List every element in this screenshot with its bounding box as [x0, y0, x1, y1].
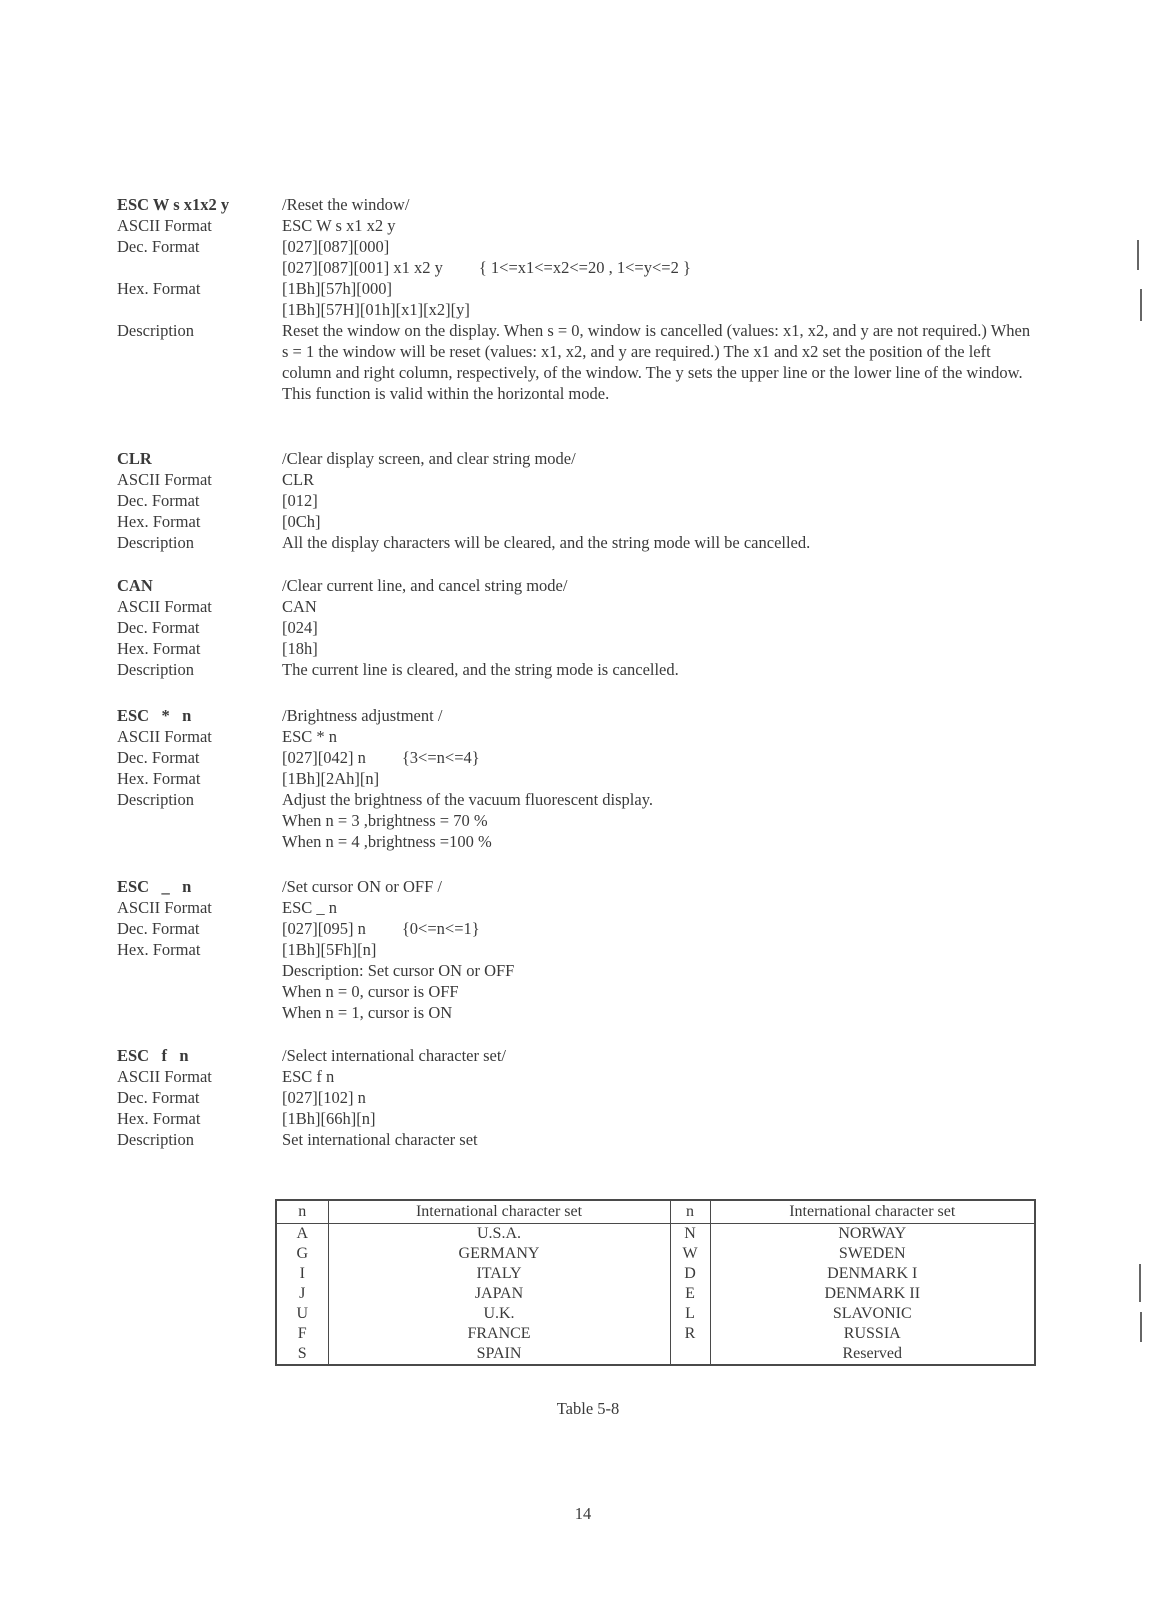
dec-format-value: [027][102] n [282, 1088, 366, 1107]
dec-format-label: Dec. Format [117, 919, 200, 938]
character-set-table [275, 1199, 1036, 1366]
hex-format-value: [1Bh][57H][01h][x1][x2][y] [282, 300, 470, 319]
hex-format-value: [1Bh][66h][n] [282, 1109, 376, 1128]
table-row [276, 1284, 1035, 1304]
ascii-format-label: ASCII Format [117, 727, 212, 746]
table-header: International character set [710, 1200, 1035, 1224]
description-text: Description: Set cursor ON or OFF [282, 961, 515, 980]
description-text: The current line is cleared, and the string mode is cancelled. [282, 660, 679, 679]
command-title: /Clear current line, and cancel string mode/ [282, 576, 568, 595]
dec-format-value: [027][095] n [282, 919, 366, 938]
command-title: /Select international character set/ [282, 1046, 507, 1065]
table-cell-charset: DENMARK I [710, 1264, 1035, 1284]
hex-format-value: [1Bh][5Fh][n] [282, 940, 377, 959]
scan-mark [1139, 1264, 1141, 1302]
description-text: Reset the window on the display. When s = 0, window is cancelled (values: x1, x2, and y are not required.) When s = 1 the window will be reset (values: x1, x2, and y are required.) The x1 and x2 set the position of the left column and right column, respectively, of the window. The y sets the upper line or the lower line of the window. This function is valid within the horizontal mode. [282, 321, 1031, 403]
command-section-clr [117, 448, 1037, 553]
scan-mark [1140, 289, 1142, 321]
table-cell-code: R [670, 1324, 710, 1344]
ascii-format-label: ASCII Format [117, 898, 212, 917]
command-title: /Clear display screen, and clear string mode/ [282, 449, 576, 468]
ascii-format-label: ASCII Format [117, 470, 212, 489]
page-number: 14 [574, 1504, 592, 1523]
table-cell-code: F [297, 1325, 307, 1342]
ascii-format-label: ASCII Format [117, 597, 212, 616]
hex-format-label: Hex. Format [117, 279, 201, 298]
table-header: International character set [328, 1200, 670, 1224]
ascii-format-value: ESC W s x1 x2 y [282, 216, 396, 235]
description-text: When n = 1, cursor is ON [282, 1003, 453, 1022]
table-cell-code: A [296, 1225, 309, 1242]
description-label: Description [117, 660, 194, 679]
table-cell-code: N [670, 1224, 710, 1245]
dec-format-label: Dec. Format [117, 618, 200, 637]
table-row [276, 1224, 1035, 1245]
command-title: /Brightness adjustment / [282, 706, 443, 725]
command-section-charset [117, 1045, 1037, 1150]
ascii-format-value: ESC f n [282, 1067, 335, 1086]
dec-format-value: [012] [282, 491, 318, 510]
table-caption: Table 5-8 [556, 1399, 620, 1418]
table-cell-code: L [670, 1304, 710, 1324]
hex-format-value: [0Ch] [282, 512, 321, 531]
table-cell-code: S [297, 1345, 307, 1362]
dec-format-label: Dec. Format [117, 748, 200, 767]
command-name: CAN [117, 576, 153, 595]
ascii-format-value: CLR [282, 470, 315, 489]
ascii-format-value: ESC * n [282, 727, 338, 746]
description-label: Description [117, 1130, 194, 1149]
ascii-format-label: ASCII Format [117, 216, 212, 235]
command-section-can [117, 575, 1037, 680]
table-row [276, 1324, 1035, 1344]
table-header: n [670, 1200, 710, 1224]
range-note: {0<=n<=1} [401, 919, 480, 938]
table-row [276, 1304, 1035, 1324]
ascii-format-label: ASCII Format [117, 1067, 212, 1086]
description-label: Description [117, 321, 194, 340]
table-cell-code [670, 1344, 710, 1365]
table-row [276, 1264, 1035, 1284]
scan-mark [1140, 1312, 1142, 1342]
dec-format-label: Dec. Format [117, 1088, 200, 1107]
table-cell-charset: FRANCE [328, 1324, 670, 1344]
table-cell-code: J [299, 1285, 306, 1302]
command-title: /Reset the window/ [282, 195, 410, 214]
range-note: { 1<=x1<=x2<=20 , 1<=y<=2 } [478, 258, 691, 277]
table-cell-charset: RUSSIA [710, 1324, 1035, 1344]
hex-format-value: [18h] [282, 639, 318, 658]
table-cell-charset: GERMANY [328, 1244, 670, 1264]
dec-format-label: Dec. Format [117, 491, 200, 510]
command-name: ESC W s x1x2 y [117, 195, 230, 214]
table-cell-charset: Reserved [710, 1344, 1035, 1365]
table-cell-charset: JAPAN [328, 1284, 670, 1304]
description-text: Adjust the brightness of the vacuum fluorescent display. [282, 790, 654, 809]
dec-format-value: [027][087][001] x1 x2 y [282, 258, 443, 277]
hex-format-label: Hex. Format [117, 940, 201, 959]
description-text: When n = 4 ,brightness =100 % [282, 832, 492, 851]
table-row [276, 1244, 1035, 1264]
table-cell-code: W [670, 1244, 710, 1264]
hex-format-value: [1Bh][57h][000] [282, 279, 392, 298]
dec-format-value: [027][042] n [282, 748, 366, 767]
dec-format-value: [024] [282, 618, 318, 637]
range-note: {3<=n<=4} [401, 748, 480, 767]
table-cell-charset: SLAVONIC [710, 1304, 1035, 1324]
dec-format-value: [027][087][000] [282, 237, 390, 256]
table-cell-code: G [296, 1245, 309, 1262]
table-cell-code: I [299, 1265, 305, 1282]
command-name: ESC * n [117, 706, 192, 725]
table-cell-charset: DENMARK II [710, 1284, 1035, 1304]
table-header: n [276, 1200, 328, 1224]
command-section-brightness [117, 705, 1037, 852]
command-name: ESC _ n [117, 877, 192, 896]
table-cell-code: D [670, 1264, 710, 1284]
table-cell-charset: SPAIN [328, 1344, 670, 1365]
ascii-format-value: CAN [282, 597, 317, 616]
scan-mark [1137, 240, 1139, 270]
table-header-row [276, 1200, 1035, 1224]
description-label: Description [117, 790, 194, 809]
hex-format-label: Hex. Format [117, 769, 201, 788]
table-cell-charset: SWEDEN [710, 1244, 1035, 1264]
table-cell-charset: ITALY [328, 1264, 670, 1284]
description-text: When n = 3 ,brightness = 70 % [282, 811, 488, 830]
hex-format-value: [1Bh][2Ah][n] [282, 769, 380, 788]
command-title: /Set cursor ON or OFF / [282, 877, 442, 896]
description-text: All the display characters will be cleared, and the string mode will be cancelled. [282, 533, 811, 552]
description-text: Set international character set [282, 1130, 478, 1149]
table-cell-charset: U.S.A. [328, 1224, 670, 1245]
table-cell-code: E [670, 1284, 710, 1304]
command-name: ESC f n [117, 1046, 189, 1065]
description-text: When n = 0, cursor is OFF [282, 982, 459, 1001]
dec-format-label: Dec. Format [117, 237, 200, 256]
table-cell-charset: U.K. [328, 1304, 670, 1324]
hex-format-label: Hex. Format [117, 1109, 201, 1128]
table-cell-charset: NORWAY [710, 1224, 1035, 1245]
command-section-reset-window [117, 194, 1037, 404]
command-section-cursor [117, 876, 1037, 1023]
hex-format-label: Hex. Format [117, 639, 201, 658]
hex-format-label: Hex. Format [117, 512, 201, 531]
command-name: CLR [117, 449, 152, 468]
table-row [276, 1344, 1035, 1365]
ascii-format-value: ESC _ n [282, 898, 338, 917]
description-label: Description [117, 533, 194, 552]
table-cell-code: U [296, 1305, 309, 1322]
